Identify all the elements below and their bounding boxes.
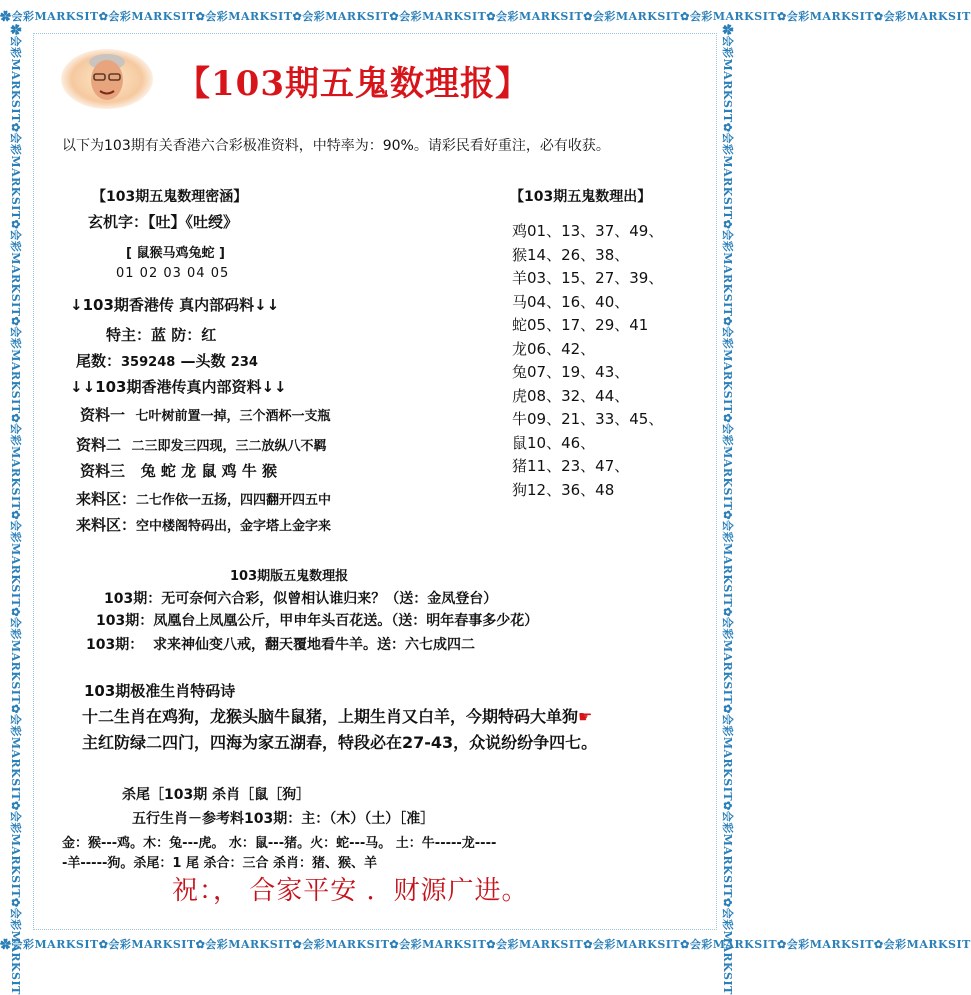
number-list-heading: 【103期五鬼数理出】 <box>510 189 652 205</box>
tail-value: 359248 <box>121 355 176 370</box>
xuanji-label: 玄机字： <box>88 213 149 231</box>
verse-label: 103期： <box>86 637 144 653</box>
verse-line <box>96 610 538 630</box>
bottom-watermark-border: ✿会彩MARKSIT✿会彩MARKSIT✿会彩MARKSIT✿会彩MARKSIT✿会彩MARKSIT✿会彩MARKSIT✿会彩MARKSIT✿会彩MARKSIT✿会彩MARKSIT✿会彩MARKSIT <box>0 938 971 951</box>
verse-line <box>104 588 497 608</box>
material-row <box>80 460 277 481</box>
poem-text: 十二生肖在鸡狗，龙猴头脑牛鼠猪，上期生肖又白羊，今期特码大单狗 <box>82 707 579 726</box>
zodiac-numbers: 01 02 03 04 05 <box>116 266 230 281</box>
portrait-avatar <box>60 48 154 110</box>
material-text: 二七作依一五扬，四四翻开四五中 <box>136 493 332 508</box>
elements-line-1: 金：猴---鸡。木：兔---虎。 水：鼠---猪。火：蛇---马。 土：牛-----龙---- <box>62 836 497 851</box>
material-label: 资料一 <box>80 406 126 424</box>
tezhu-line: 特主：蓝 防：红 <box>106 326 217 344</box>
material-text: 二三即发三四现，三二放纵八不羁 <box>131 439 327 454</box>
tail-label: 尾数： <box>76 352 122 370</box>
list-item: 兔07、19、43、 <box>512 363 630 381</box>
material-text: 兔 蛇 龙 鼠 鸡 牛 猴 <box>140 462 278 480</box>
material-row <box>80 404 330 425</box>
material-label: 资料二 <box>76 436 122 454</box>
list-item: 狗12、36、48 <box>512 480 615 499</box>
verse-text: 凤凰台上凤凰公斤，甲申年头百花送。（送：明年春事多少花） <box>153 613 539 629</box>
list-item: 猪11、23、47、 <box>512 457 630 475</box>
material-row <box>76 488 331 509</box>
material-label: 来料区： <box>76 516 137 534</box>
zodiac-box-text: 鼠猴马鸡兔蛇 <box>136 246 215 261</box>
material-text: 七叶树前置一掉，三个酒杯一支瓶 <box>135 409 331 424</box>
head-label: —头数 <box>180 352 226 370</box>
list-item: 蛇05、17、29、41 <box>512 316 649 334</box>
zodiac-box: [ 鼠猴马鸡兔蛇 ] <box>126 246 225 261</box>
list-item: 牛09、21、33、45、 <box>512 410 664 428</box>
xuanji-value: 【吐】《吐绶》 <box>148 213 239 231</box>
list-item: 虎08、32、44、 <box>512 386 630 405</box>
material-label: 资料三 <box>80 462 126 480</box>
xuanji-line <box>88 211 238 232</box>
poem-line-2: 主红防绿二四门，四海为家五湖春，特段必在27-43，众说纷纷争四七。 <box>82 733 598 752</box>
list-item: 龙06、42、 <box>512 339 596 358</box>
verse-label: 103期： <box>96 613 154 629</box>
material-row <box>76 434 326 455</box>
wuxing-line: 五行生肖－参考料103期：主：（木）（土）［准］ <box>132 811 435 827</box>
verse-label: 103期： <box>104 591 162 607</box>
verse-text: 无可奈何六合彩，似曾相认谁归来？（送：金凤登台） <box>161 591 498 607</box>
material-label: 来料区： <box>76 490 137 508</box>
poem-line-1 <box>82 704 592 727</box>
list-item: 羊03、15、27、39、 <box>512 269 664 287</box>
elements-line-2: -羊-----狗。杀尾：1 尾 杀合：三合 杀肖：猪、猴、羊 <box>62 856 377 871</box>
material-text: 空中楼阁特码出，金字塔上金字来 <box>136 519 332 534</box>
secret-section-heading: 【103期五鬼数理密涵】 <box>92 189 248 205</box>
middle-heading: 103期版五鬼数理报 <box>230 569 349 584</box>
left-watermark-border: ✿会彩MARKSIT✿会彩MARKSIT✿会彩MARKSIT✿会彩MARKSIT✿会彩MARKSIT✿会彩MARKSIT✿会彩MARKSIT✿会彩MARKSIT✿会彩MARKSIT✿会彩MARKSIT <box>9 24 22 995</box>
kill-line: 杀尾［103期 杀肖［鼠［狗］ <box>122 787 311 803</box>
blessing-text: 祝：， 合家平安 ．财源广进。 <box>172 876 529 906</box>
verse-text: 求来神仙变八戒，翻天覆地看牛羊。送：六七成四二 <box>152 637 475 653</box>
pointing-hand-icon: ☛ <box>578 707 593 726</box>
right-watermark-border: ✿会彩MARKSIT✿会彩MARKSIT✿会彩MARKSIT✿会彩MARKSIT✿会彩MARKSIT✿会彩MARKSIT✿会彩MARKSIT✿会彩MARKSIT✿会彩MARKSIT✿会彩MARKSIT <box>721 24 734 995</box>
head-value: 234 <box>230 355 258 370</box>
inside-material-heading: ↓↓103期香港传真内部资料↓↓ <box>70 378 287 396</box>
list-item: 马04、16、40、 <box>512 292 630 311</box>
verse-line <box>86 634 475 654</box>
list-item: 猴14、26、38、 <box>512 245 630 264</box>
inside-code-heading: ↓103期香港传 真内部码料↓↓ <box>70 296 280 314</box>
zodiac-number-list <box>512 220 663 502</box>
intro-paragraph: 以下为103期有关香港六合彩极准资料，中特率为：90%。请彩民看好重注，必有收获。 <box>62 138 610 154</box>
list-item: 鸡01、13、37、49、 <box>512 222 664 240</box>
list-item: 鼠10、46、 <box>512 433 596 452</box>
tail-head-line <box>76 350 258 371</box>
top-watermark-border: ✿会彩MARKSIT✿会彩MARKSIT✿会彩MARKSIT✿会彩MARKSIT✿会彩MARKSIT✿会彩MARKSIT✿会彩MARKSIT✿会彩MARKSIT✿会彩MARKSIT✿会彩MARKSIT <box>0 10 971 23</box>
page-title: 【103期五鬼数理报】 <box>176 64 530 104</box>
material-row <box>76 514 331 535</box>
poem-heading: 103期极准生肖特码诗 <box>84 682 236 700</box>
